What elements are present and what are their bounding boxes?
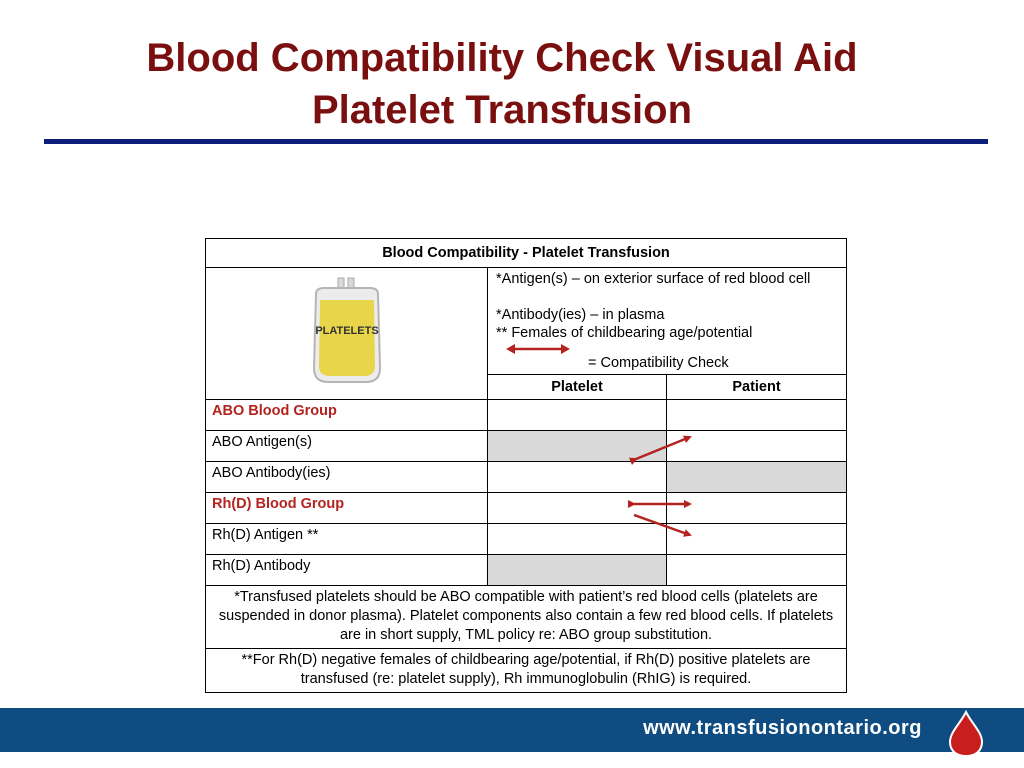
cell-patient-greyed bbox=[667, 462, 847, 493]
column-platelet: Platelet bbox=[488, 375, 667, 400]
footer-url: www.transfusionontario.org bbox=[643, 717, 922, 739]
row-label-abo-antibody: ABO Antibody(ies) bbox=[206, 462, 488, 493]
cell-patient bbox=[667, 431, 847, 462]
cell-platelet-greyed bbox=[488, 555, 667, 586]
cell-patient bbox=[667, 400, 847, 431]
row-label-abo-antigen: ABO Antigen(s) bbox=[206, 431, 488, 462]
page-subtitle: Platelet Transfusion bbox=[311, 88, 693, 132]
legend-text: = Compatibility Check bbox=[588, 355, 729, 371]
rhd-females-note: **For Rh(D) negative females of childbearing age/potential, if Rh(D) positive platelets are transfused (re: platelet supply), Rh immunoglobulin (RhIG) is required. bbox=[206, 649, 847, 693]
footer-bar bbox=[0, 708, 1024, 752]
cell-platelet bbox=[488, 524, 667, 555]
cell-patient bbox=[667, 524, 847, 555]
title-divider bbox=[44, 139, 988, 144]
antigen-definition: *Antigen(s) – on exterior surface of red blood cell bbox=[496, 271, 811, 287]
platelet-bag-icon bbox=[302, 276, 392, 388]
compatibility-table bbox=[205, 238, 847, 693]
row-label-rhd-antigen: Rh(D) Antigen ** bbox=[206, 524, 488, 555]
antibody-definition: *Antibody(ies) – in plasma bbox=[496, 307, 665, 323]
double-arrow-icon bbox=[506, 342, 570, 356]
row-label-abo-group: ABO Blood Group bbox=[206, 400, 488, 431]
females-note: ** Females of childbearing age/potential bbox=[496, 325, 753, 341]
column-patient: Patient bbox=[667, 375, 847, 400]
row-label-rhd-group: Rh(D) Blood Group bbox=[206, 493, 488, 524]
cell-patient bbox=[667, 555, 847, 586]
cell-platelet bbox=[488, 400, 667, 431]
cell-platelet bbox=[488, 493, 667, 524]
blood-drop-logo-icon bbox=[946, 710, 986, 758]
bag-label: PLATELETS bbox=[314, 324, 379, 337]
legend-cell bbox=[488, 268, 847, 375]
cell-patient bbox=[667, 493, 847, 524]
platelet-abo-note: *Transfused platelets should be ABO compatible with patient’s red blood cells (platelets are suspended in donor plasma). Platelet components also contain a few red blood cells. If platelets are in short supply, TML policy re: ABO group substitution. bbox=[206, 586, 847, 649]
row-label-rhd-antibody: Rh(D) Antibody bbox=[206, 555, 488, 586]
platelet-bag-cell bbox=[206, 268, 488, 400]
page-title: Blood Compatibility Check Visual Aid bbox=[146, 36, 858, 80]
cell-platelet-greyed bbox=[488, 431, 667, 462]
cell-platelet bbox=[488, 462, 667, 493]
table-heading: Blood Compatibility - Platelet Transfusion bbox=[206, 239, 847, 268]
